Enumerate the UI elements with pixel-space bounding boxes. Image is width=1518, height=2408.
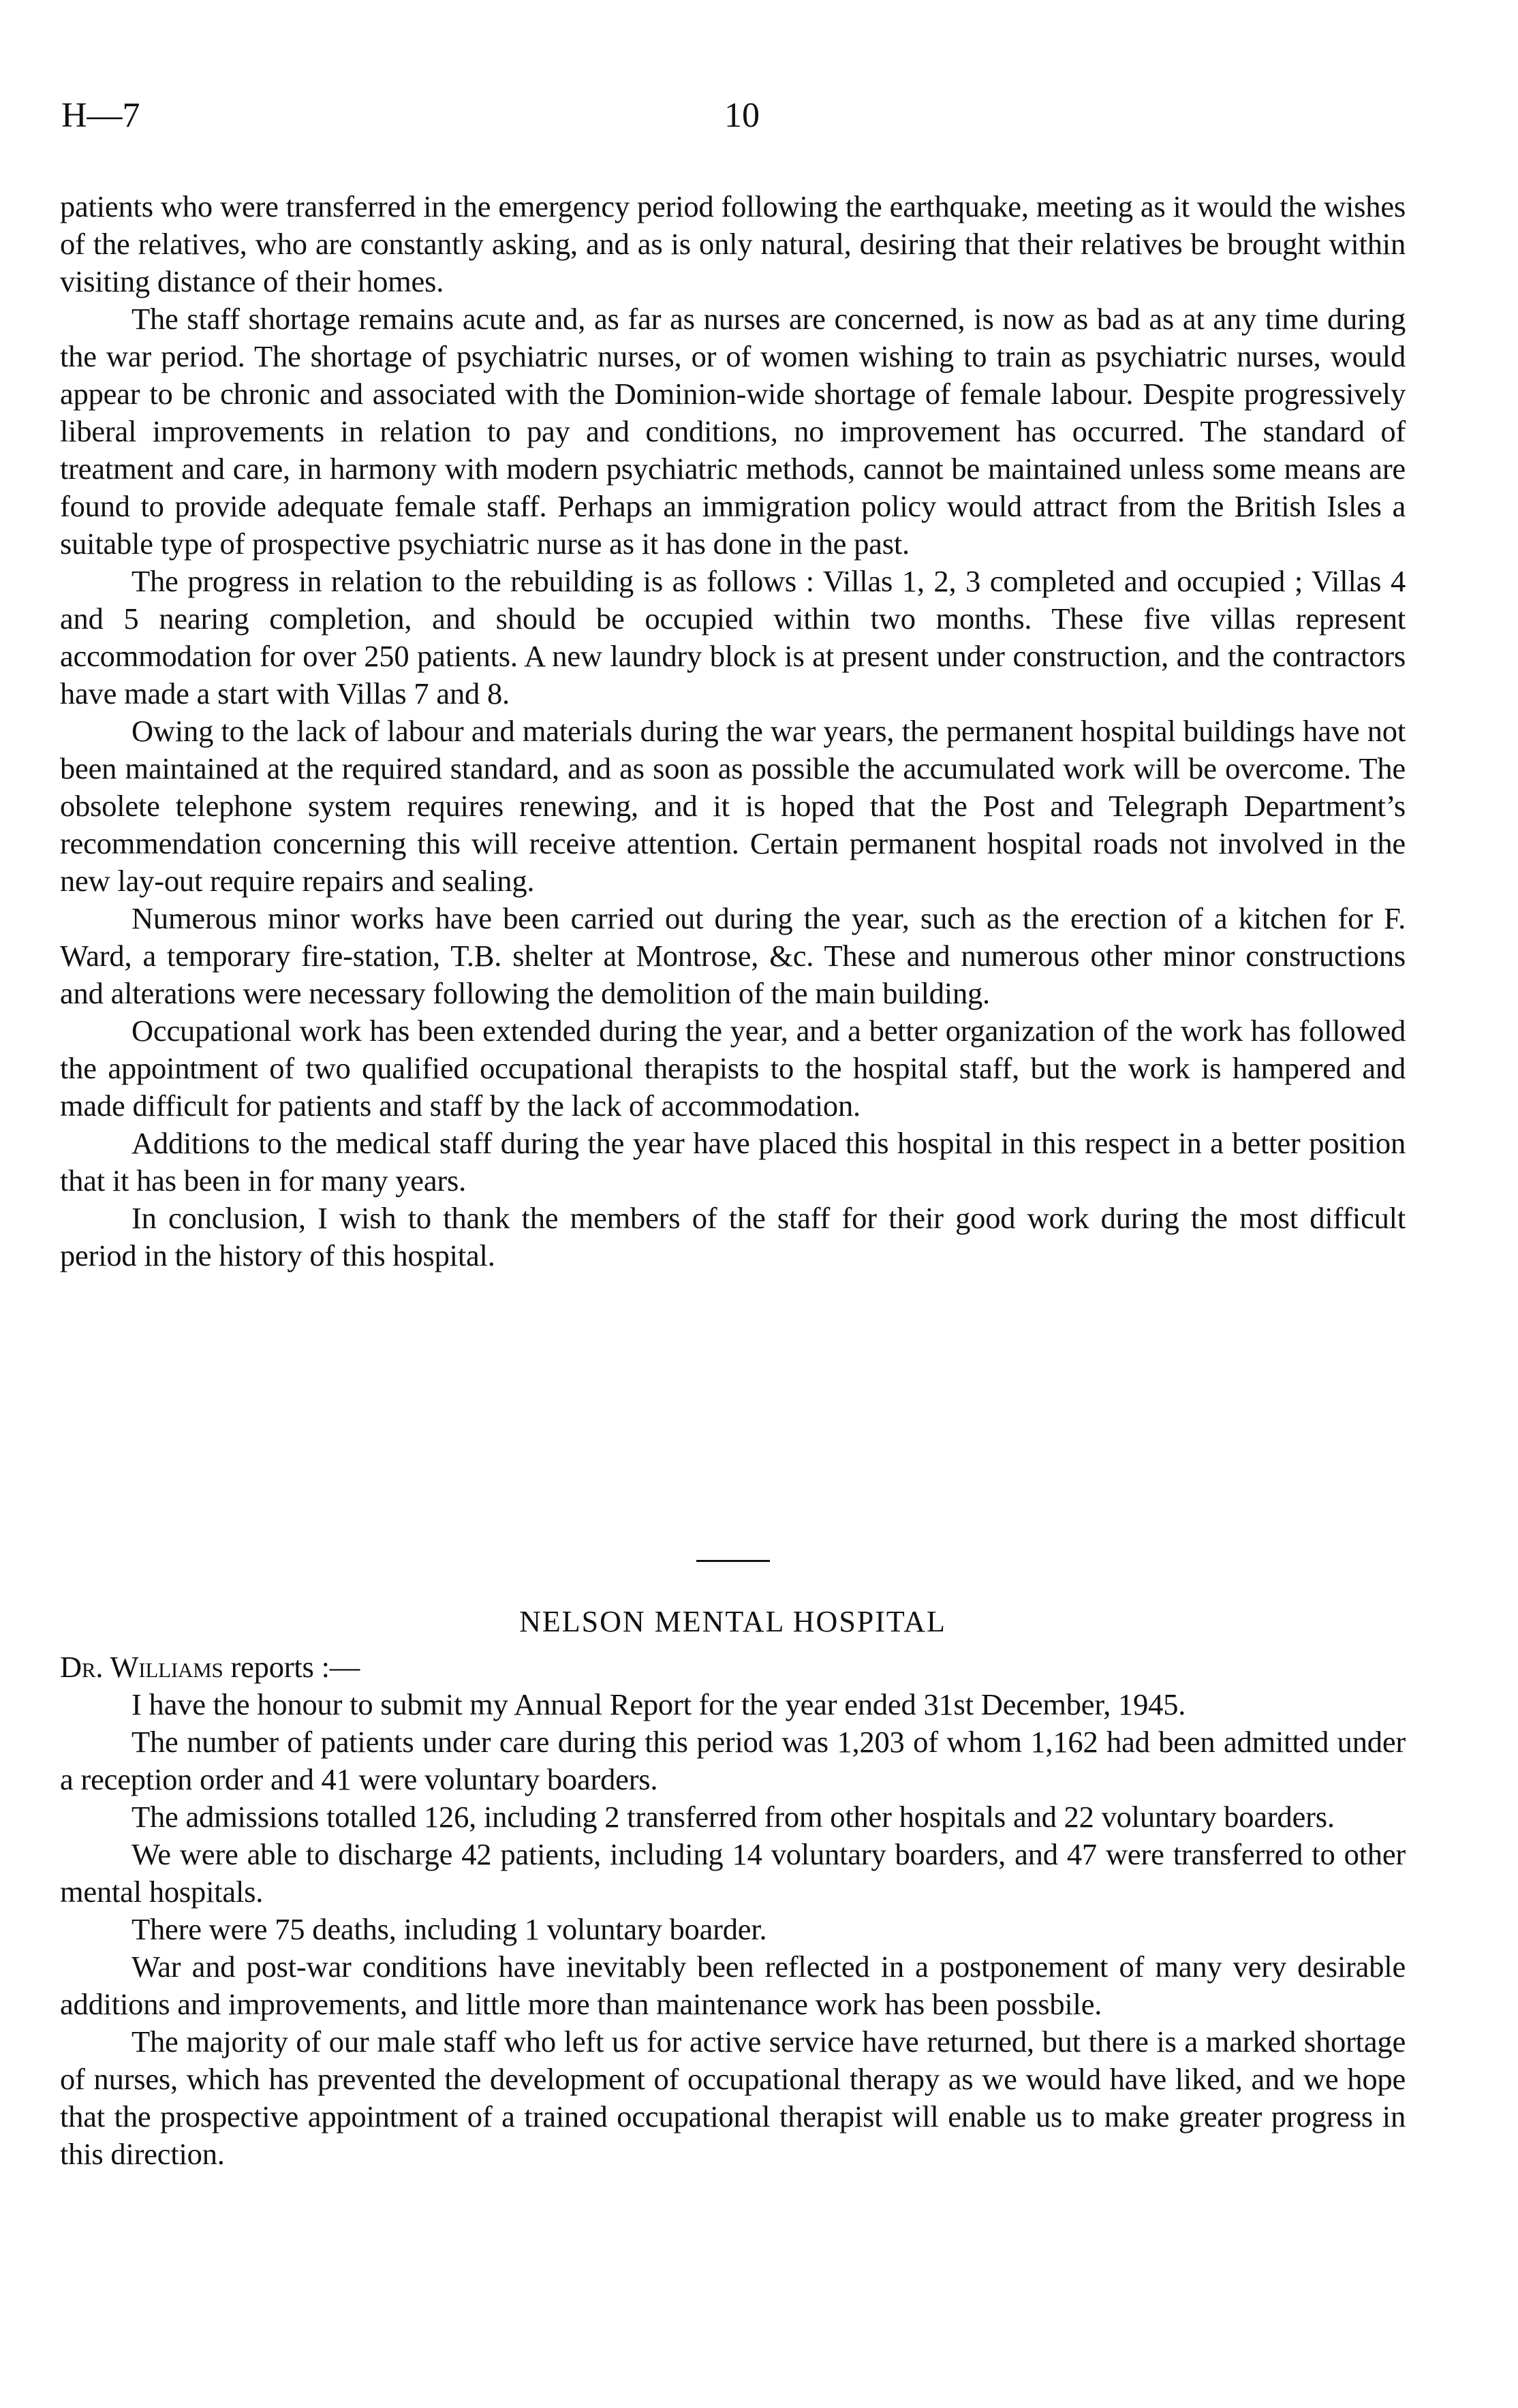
page-number: 10: [724, 96, 760, 135]
paragraph: Occupational work has been extended during the year, and a better organization of the work has followed the appointment of two qualified occupational therapists to the hospital staff, but the work is hampered and made difficult for patients and staff by the lack of accommodation.: [60, 1014, 1406, 1123]
nelson-mental-hospital-section: [60, 1560, 1406, 2173]
paragraph: The majority of our male staff who left us for active service have returned, but there is a marked shortage of nurses, which has prevented the development of occupational therapy as we would have liked, and we hope that the prospective appointment of a trained occupational therapist will enable us to make greater progress in this direction.: [60, 2024, 1406, 2171]
paragraph: War and post-war conditions have inevitably been reflected in a postponement of many very desirable additions and improvements, and little more than maintenance work has been possbile.: [60, 1950, 1406, 2021]
paragraph: I have the honour to submit my Annual Report for the year ended 31st December, 1945.: [131, 1687, 1186, 1721]
paragraph: Owing to the lack of labour and materials during the war years, the permanent hospital buildings have not been maintained at the required standard, and as soon as possible the accumulated work will be overcome. The obsolete telephone system requires renewing, and it is hoped that the Post and Telegraph Department’s recommendation concerning this will receive attention. Certain permanent hospital roads not involved in the new lay-out require repairs and sealing.: [60, 714, 1406, 898]
paragraph: In conclusion, I wish to thank the members of the staff for their good work during the most difficult period in the history of this hospital.: [60, 1201, 1406, 1272]
paragraph: We were able to discharge 42 patients, including 14 voluntary boarders, and 47 were transferred to other mental hospitals.: [60, 1837, 1406, 1909]
reporter-line: [60, 1648, 1406, 1686]
paragraph: The admissions totalled 126, including 2 transferred from other hospitals and 22 voluntary boarders.: [131, 1800, 1335, 1834]
section-heading: NELSON MENTAL HOSPITAL: [519, 1605, 946, 1638]
running-header: [60, 95, 1406, 143]
section-divider: [696, 1560, 770, 1562]
paragraph: The progress in relation to the rebuilding is as follows : Villas 1, 2, 3 completed and occupied ; Villas 4 and 5 nearing completion, and should be occupied within two months. These five villas represent accommodation for over 250 patients. A new laundry block is at present under construction, and the contractors have made a start with Villas 7 and 8.: [60, 564, 1406, 710]
reporter-suffix: reports :—: [223, 1650, 360, 1684]
paragraph: The number of patients under care during this period was 1,203 of whom 1,162 had been admitted under a reception order and 41 were voluntary boarders.: [60, 1725, 1406, 1796]
series-code: H—7: [61, 96, 140, 135]
paragraph: Numerous minor works have been carried out during the year, such as the erection of a kitchen for F. Ward, a temporary fire-station, T.B. shelter at Montrose, &c. These and numerous other minor constructions and alterations were necessary following the demolition of the main building.: [60, 901, 1406, 1010]
paragraph: There were 75 deaths, including 1 voluntary boarder.: [131, 1912, 767, 1946]
paragraph: The staff shortage remains acute and, as far as nurses are concerned, is now as bad as at any time during the war period. The shortage of psychiatric nurses, or of women wishing to train as psychiatric nurses, would appear to be chronic and associated with the Dominion-wide shortage of female labour. Despite progressively liberal improvements in relation to pay and conditions, no improvement has occurred. The standard of treatment and care, in harmony with modern psychiatric methods, cannot be maintained unless some means are found to provide adequate female staff. Perhaps an immigration policy would attract from the British Isles a suitable type of prospective psychiatric nurse as it has done in the past.: [60, 302, 1406, 561]
previous-hospital-report: [60, 188, 1406, 1275]
reporter-name: Dr. Williams: [60, 1650, 223, 1684]
paragraph: patients who were transferred in the emergency period following the earthquake, meeting as it would the wishes of the relatives, who are constantly asking, and as is only natural, desiring that their relatives be brought within visiting distance of their homes.: [60, 189, 1406, 298]
paragraph: Additions to the medical staff during the year have placed this hospital in this respect in a better position that it has been in for many years.: [60, 1126, 1406, 1198]
